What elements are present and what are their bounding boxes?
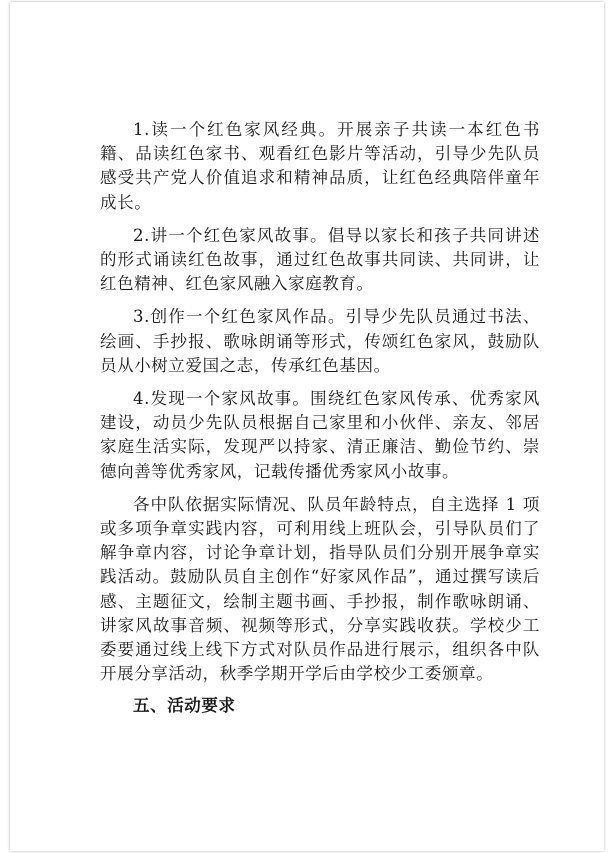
paragraph-discover-story: 4.发现一个家风故事。围绕红色家风传承、优秀家风建设，动员少先队员根据自己家里和小伙伴、亲友、邻居家庭生活实际，发现严以持家、清正廉洁、勤俭节约、崇德向善等优秀家风，记载传播优秀家风小故事。 bbox=[100, 389, 540, 481]
paragraph-read-classic: 1.读一个红色家风经典。开展亲子共读一本红色书籍、品读红色家书、观看红色影片等活动，引导少先队员感受共产党人价值追求和精神品质，让红色经典陪伴童年成长。 bbox=[100, 120, 540, 212]
paragraph-tell-story: 2.讲一个红色家风故事。倡导以家长和孩子共同讲述的形式诵读红色故事，通过红色故事共同读、共同讲，让红色精神、红色家风融入家庭教育。 bbox=[100, 225, 540, 294]
document-page bbox=[10, 2, 604, 851]
section-heading: 五、活动要求 bbox=[133, 696, 236, 716]
paragraph-create-work: 3.创作一个红色家风作品。引导少先队员通过书法、绘画、手抄报、歌咏朗诵等形式，传颂红色家风，鼓励队员从小树立爱国之志，传承红色基因。 bbox=[100, 307, 540, 375]
document-body bbox=[100, 118, 540, 719]
paragraph-squadron-practice: 各中队依据实际情况、队员年龄特点，自主选择 1 项或多项争章实践内容，可利用线上班队会，引导队员们了解争章内容，讨论争章计划，指导队员们分别开展争章实践活动。鼓励队员自主创作“好家风作品”，通过撰写读后感、主题征文，绘制主题书画、手抄报，制作歌咏朗诵、讲家风故事音频、视频等形式，分享实践收获。学校少工委要通过线上线下方式对队员作品进行展示，组织各中队开展分享活动，秋季学期开学后由学校少工委颁章。 bbox=[100, 494, 540, 684]
